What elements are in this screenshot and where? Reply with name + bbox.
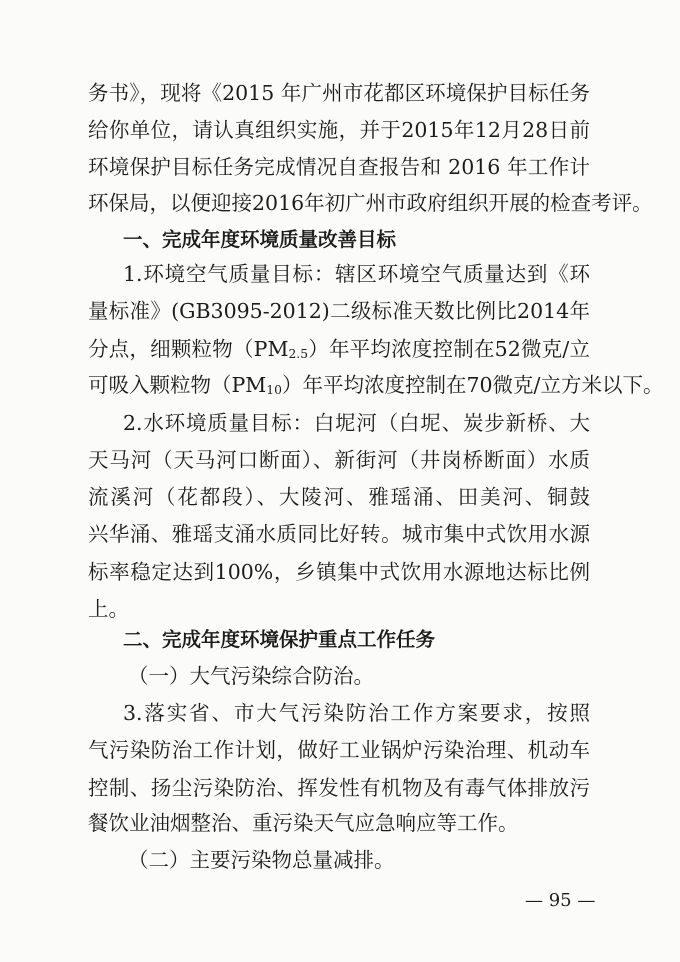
text-fragment: ）年平均浓度控制在52微克/立 (308, 337, 590, 361)
section-heading-2: 二、完成年度环境保护重点工作任务 (123, 628, 436, 651)
text-line: 标率稳定达到100%，乡镇集中式饮用水源地达标比例 (88, 560, 590, 584)
subsection-heading: （二）主要污染物总量减排。 (128, 848, 395, 872)
text-line: 天马河（天马河口断面）、新街河（井岗桥断面）水质 (88, 448, 590, 472)
text-line (88, 336, 590, 362)
text-line: 上。 (88, 597, 129, 621)
text-fragment: ）年平均浓度控制在70微克/立方米以下。 (281, 373, 664, 397)
text-line: 兴华涌、雅瑶支涌水质同比好转。城市集中式饮用水源 (88, 522, 590, 546)
text-line: 2.水环境质量目标：白坭河（白坭、炭步新桥、大 (123, 411, 590, 435)
subsection-heading: （一）大气污染综合防治。 (128, 664, 374, 688)
text-line: 量标准》(GB3095-2012)二级标准天数比例比2014年 (88, 299, 590, 323)
text-line (88, 372, 664, 403)
text-line: 务书》，现将《2015 年广州市花都区环境保护目标任务 (88, 81, 590, 105)
section-heading-1: 一、完成年度环境质量改善目标 (123, 228, 397, 251)
text-line: 给你单位，请认真组织实施，并于2015年12月28日前 (88, 118, 590, 142)
text-fragment: 分点，细颗粒物（PM (88, 337, 289, 361)
text-line: 控制、扬尘污染防治、挥发性有机物及有毒气体排放污 (88, 776, 590, 800)
text-fragment: 可吸入颗粒物（PM (88, 373, 267, 397)
text-line: 3.落实省、市大气污染防治工作方案要求，按照 (123, 701, 590, 725)
text-line: 环境保护目标任务完成情况自查报告和 2016 年工作计 (88, 155, 590, 179)
text-line: 环保局，以便迎接2016年初广州市政府组织开展的检查考评。 (88, 191, 653, 215)
text-line: 气污染防治工作计划，做好工业锅炉污染治理、机动车 (88, 738, 590, 762)
page-number: — 95 — (525, 890, 596, 911)
subscript: 2.5 (288, 347, 309, 361)
text-line: 流溪河（花都段）、大陵河、雅瑶涌、田美河、铜鼓 (88, 485, 590, 509)
subscript: 10 (266, 383, 282, 397)
text-line: 餐饮业油烟整治、重污染天气应急响应等工作。 (88, 811, 519, 835)
text-line: 1.环境空气质量目标：辖区环境空气质量达到《环 (123, 262, 590, 286)
